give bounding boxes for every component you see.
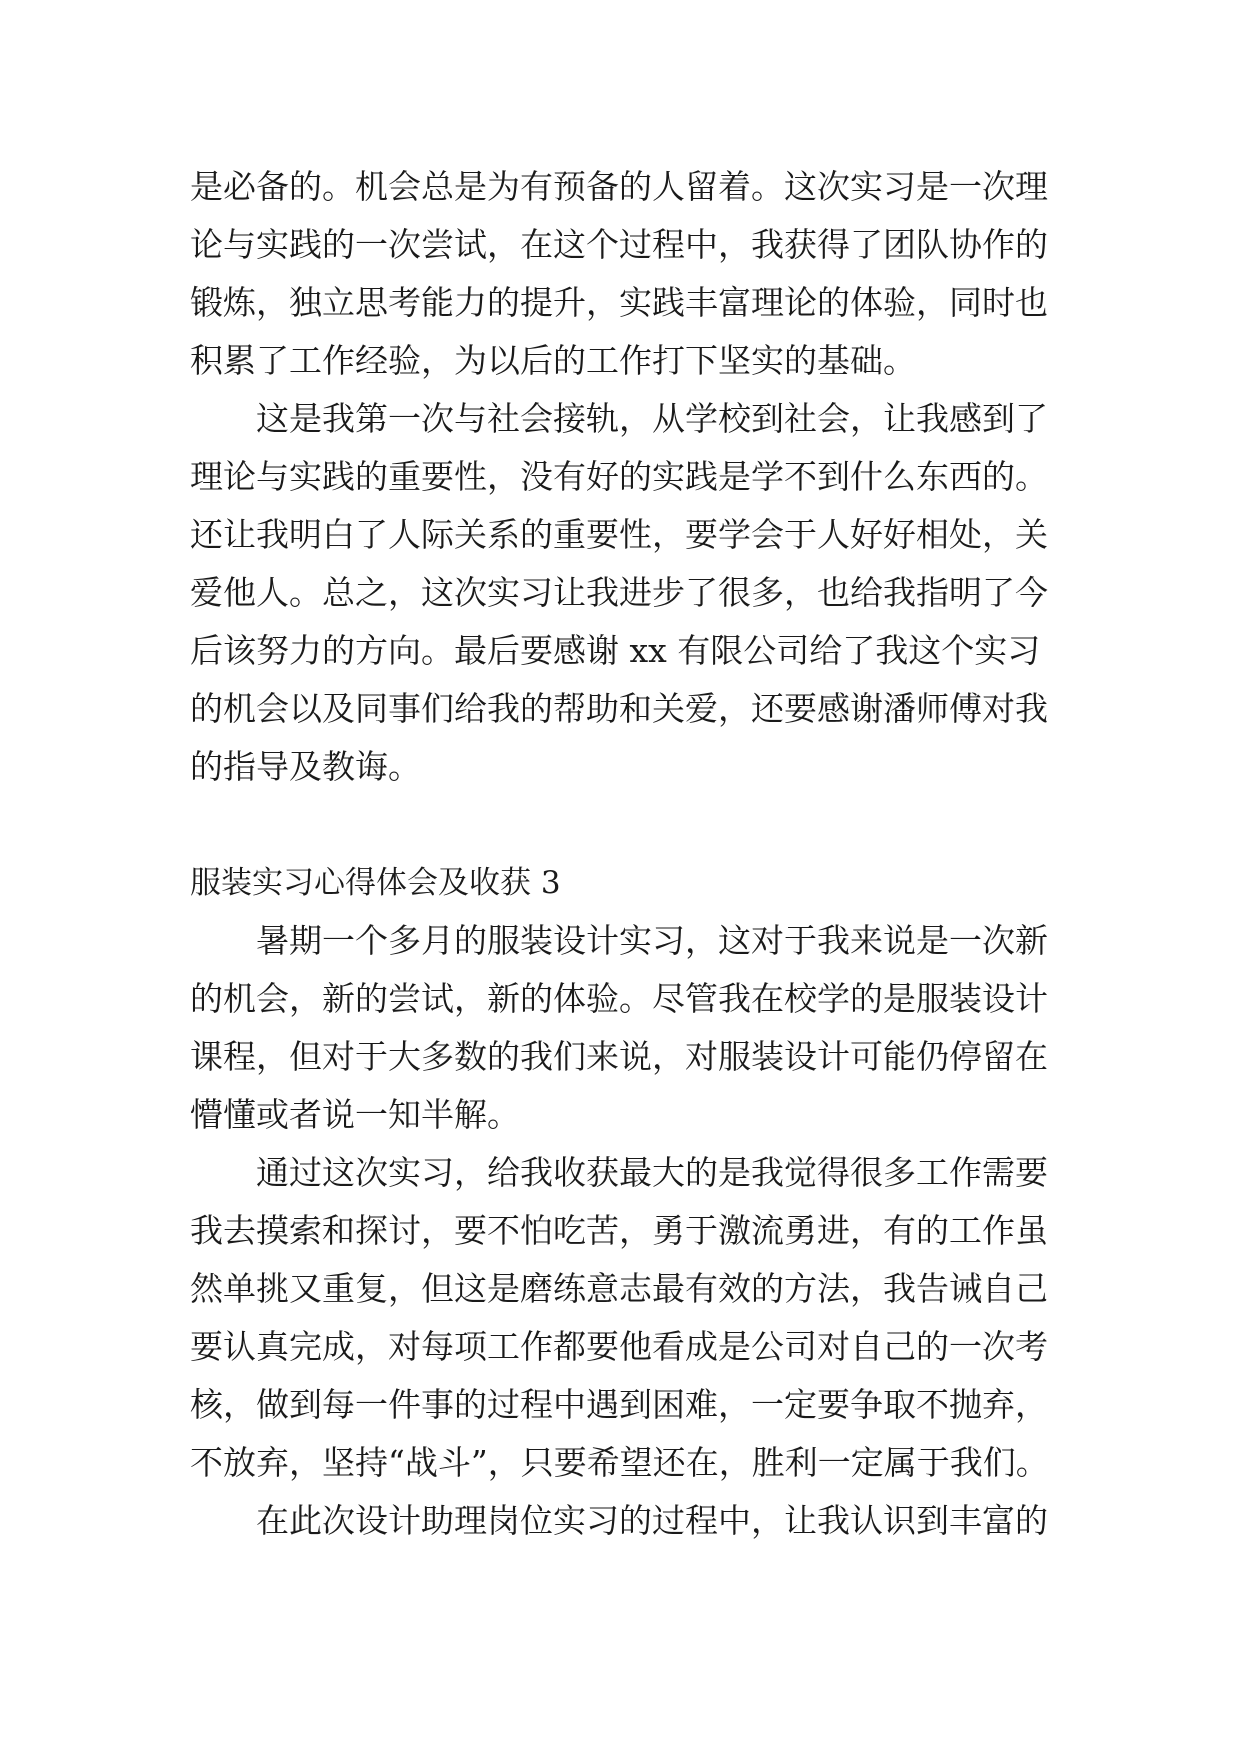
text-line: 还让我明白了人际关系的重要性，要学会于人好好相处，关: [190, 515, 1048, 554]
paragraph-4: [190, 1144, 1080, 1492]
paragraph-spacer: [190, 796, 1080, 854]
document-body: [190, 158, 1080, 1550]
section-heading: 服装实习心得体会及收获 3: [190, 865, 561, 901]
paragraph-3: [190, 912, 1080, 1144]
paragraph-5: [190, 1492, 1080, 1550]
text-line: 课程，但对于大多数的我们来说，对服装设计可能仍停留在: [190, 1037, 1048, 1076]
text-line: 理论与实践的重要性，没有好的实践是学不到什么东西的。: [190, 457, 1048, 496]
text-line: 然单挑又重复，但这是磨练意志最有效的方法，我告诫自己: [190, 1269, 1048, 1308]
text-line: 后该努力的方向。最后要感谢 xx 有限公司给了我这个实习: [190, 631, 1041, 670]
paragraph-1: [190, 158, 1080, 390]
text-line: 核，做到每一件事的过程中遇到困难，一定要争取不抛弃，: [190, 1385, 1048, 1424]
text-line: 的机会以及同事们给我的帮助和关爱，还要感谢潘师傅对我: [190, 689, 1048, 728]
text-line: 爱他人。总之，这次实习让我进步了很多，也给我指明了今: [190, 573, 1048, 612]
paragraph-2: [190, 390, 1080, 796]
text-line: 的机会，新的尝试，新的体验。尽管我在校学的是服装设计: [190, 979, 1048, 1018]
text-line: 在此次设计助理岗位实习的过程中，让我认识到丰富的: [256, 1501, 1048, 1540]
text-line: 论与实践的一次尝试，在这个过程中，我获得了团队协作的: [190, 225, 1048, 264]
text-line: 暑期一个多月的服装设计实习，这对于我来说是一次新: [256, 921, 1048, 960]
text-line: 是必备的。机会总是为有预备的人留着。这次实习是一次理: [190, 167, 1048, 206]
text-line: 这是我第一次与社会接轨，从学校到社会，让我感到了: [256, 399, 1048, 438]
text-line: 懵懂或者说一知半解。: [190, 1095, 520, 1134]
text-line: 的指导及教诲。: [190, 747, 421, 786]
text-line: 我去摸索和探讨，要不怕吃苦，勇于激流勇进，有的工作虽: [190, 1211, 1048, 1250]
text-line: 不放弃，坚持“战斗”，只要希望还在，胜利一定属于我们。: [190, 1443, 1049, 1482]
text-line: 通过这次实习，给我收获最大的是我觉得很多工作需要: [256, 1153, 1048, 1192]
text-line: 积累了工作经验，为以后的工作打下坚实的基础。: [190, 341, 916, 380]
text-line: 要认真完成，对每项工作都要他看成是公司对自己的一次考: [190, 1327, 1048, 1366]
text-line: 锻炼，独立思考能力的提升，实践丰富理论的体验，同时也: [190, 283, 1048, 322]
